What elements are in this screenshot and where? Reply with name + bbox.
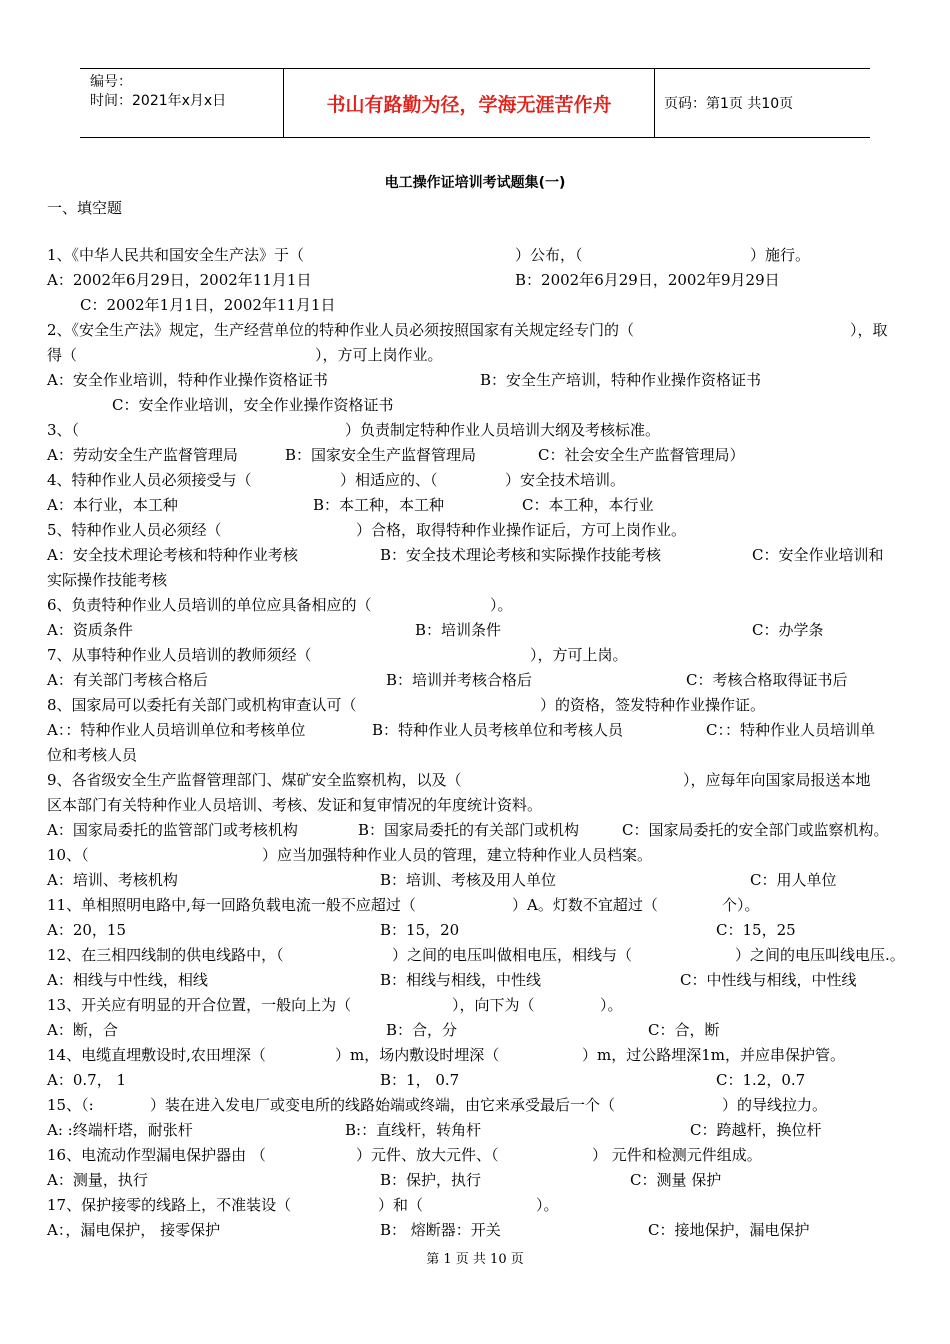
question-16-text: ）元件、放大元件、（ — [356, 1146, 499, 1164]
question-6-text: 6、负责特种作业人员培训的单位应具备相应的（ — [47, 596, 372, 614]
question-2-text: ），取 — [850, 321, 888, 339]
question-4-text: ）安全技术培训。 — [505, 471, 626, 489]
question-9-option-a: A：国家局委托的监管部门或考核机构 — [47, 821, 298, 839]
question-12-text: ）之间的电压叫线电压.。 — [735, 946, 905, 964]
question-4-option-a: A：本行业，本工种 — [47, 496, 178, 514]
question-12-option-a: A：相线与中性线，相线 — [47, 971, 208, 989]
question-10-option-a: A：培训、考核机构 — [47, 871, 178, 889]
question-14-option-a: A：0.7， 1 — [47, 1071, 126, 1089]
section-title: 一、填空题 — [47, 199, 123, 217]
question-1-option-b: B：2002年6月29日，2002年9月29日 — [515, 271, 780, 289]
question-8-option-a: A：：特种作业人员培训单位和考核单位 — [47, 721, 306, 739]
question-17-text: 17、保护接零的线路上，不准装设（ — [47, 1196, 292, 1214]
question-7-option-b: B：培训并考核合格后 — [386, 671, 533, 689]
header-table — [80, 68, 870, 138]
document-title: 电工操作证培训考试题集(一) — [384, 175, 566, 191]
question-6-option-c: C：办学条 — [752, 621, 824, 639]
question-6-text: ）。 — [490, 596, 513, 614]
question-11-text: 11、单相照明电路中,每一回路负载电流一般不应超过（ — [47, 896, 416, 914]
question-12-text: ）之间的电压叫做相电压，相线与（ — [392, 946, 633, 964]
question-14-option-c: C：1.2，0.7 — [716, 1071, 806, 1089]
question-2-text: 2、《安全生产法》规定，生产经营单位的特种作业人员必须按照国家有关规定经专门的（ — [47, 321, 635, 339]
question-3-option-a: A：劳动安全生产监督管理局 — [47, 446, 238, 464]
question-2-text: 得（ — [47, 346, 78, 364]
question-16-text: 16、电流动作型漏电保护器由 （ — [47, 1146, 266, 1164]
question-11-option-c: C：15，25 — [716, 921, 796, 939]
question-2-option-a: A：安全作业培训，特种作业操作资格证书 — [47, 371, 328, 389]
question-13-option-a: A：断，合 — [47, 1021, 118, 1039]
page-footer: 第 1 页 共 10 页 — [426, 1252, 524, 1267]
question-5-option-c: C：安全作业培训和 — [752, 546, 884, 564]
question-14-text: 14、电缆直埋敷设时,农田埋深（ — [47, 1046, 266, 1064]
question-15-text: ）的导线拉力。 — [722, 1096, 828, 1114]
question-13-text: ）。 — [600, 996, 623, 1014]
question-15-option-b: B:：直线杆，转角杆 — [345, 1121, 482, 1139]
question-13-text: 13、开关应有明显的开合位置，一般向上为（ — [47, 996, 352, 1014]
header-info-cell — [80, 69, 280, 137]
question-11-option-b: B：15，20 — [380, 921, 460, 939]
question-1-text: ）公布，（ — [515, 246, 583, 264]
question-1-text: 1、《中华人民共和国安全生产法》于（ — [47, 246, 305, 264]
question-1-option-a: A：2002年6月29日，2002年11月1日 — [47, 271, 312, 289]
question-7-text: 7、从事特种作业人员培训的教师须经（ — [47, 646, 312, 664]
question-5-text: 5、特种作业人员必须经（ — [47, 521, 222, 539]
question-9-text: 9、各省级安全生产监督管理部门、煤矿安全监察机构，以及（ — [47, 771, 462, 789]
document-number: 编号： — [90, 74, 132, 90]
question-9-text: 区本部门有关特种作业人员培训、考核、发证和复审情况的年度统计资料。 — [47, 796, 543, 814]
question-17-text: ）和（ — [378, 1196, 424, 1214]
question-4-option-c: C：本工种，本行业 — [522, 496, 654, 514]
question-5-text: ）合格，取得特种作业操作证后，方可上岗作业。 — [356, 521, 687, 539]
question-5-option-b: B：安全技术理论考核和实际操作技能考核 — [380, 546, 662, 564]
question-11-option-a: A：20，15 — [47, 921, 127, 939]
question-3-option-b: B：国家安全生产监督管理局 — [285, 446, 477, 464]
question-6-option-a: A：资质条件 — [47, 621, 133, 639]
question-14-text: ）m，场内敷设时埋深（ — [335, 1046, 500, 1064]
question-17-option-c: C：接地保护，漏电保护 — [648, 1221, 810, 1239]
question-8-text: ）的资格，签发特种作业操作证。 — [540, 696, 766, 714]
question-8-text: 8、国家局可以委托有关部门或机构审查认可（ — [47, 696, 357, 714]
question-9-text: ），应每年向国家局报送本地 — [683, 771, 871, 789]
question-2-option-c: C：安全作业培训，安全作业操作资格证书 — [112, 396, 394, 414]
question-3-option-c: C：社会安全生产监督管理局） — [538, 446, 745, 464]
question-1-option-c: C：2002年1月1日，2002年11月1日 — [80, 296, 336, 314]
question-4-option-b: B：本工种，本工种 — [313, 496, 445, 514]
question-16-option-a: A：测量，执行 — [47, 1171, 148, 1189]
question-11-text: 个）。 — [722, 896, 760, 914]
question-4-text: ）相适应的、（ — [340, 471, 438, 489]
question-16-option-b: B：保护，执行 — [380, 1171, 482, 1189]
question-14-text: ）m，过公路埋深1m，并应串保护管。 — [582, 1046, 845, 1064]
question-17-option-a: A：，漏电保护， 接零保护 — [47, 1221, 221, 1239]
question-1-text: ）施行。 — [750, 246, 811, 264]
question-10-text: 10、（ — [47, 846, 89, 864]
question-7-text: ），方可上岗。 — [530, 646, 628, 664]
question-8-option-b: B：特种作业人员考核单位和考核人员 — [372, 721, 624, 739]
question-2-text: ），方可上岗作业。 — [315, 346, 443, 364]
question-14-option-b: B：1， 0.7 — [380, 1071, 460, 1089]
question-8-option-c: C：：特种作业人员培训单 — [706, 721, 875, 739]
question-9-option-c: C：国家局委托的安全部门或监察机构。 — [622, 821, 889, 839]
question-7-option-c: C：考核合格取得证书后 — [686, 671, 848, 689]
question-10-option-c: C：用人单位 — [750, 871, 837, 889]
question-7-option-a: A：有关部门考核合格后 — [47, 671, 208, 689]
question-15-text: 15、（: — [47, 1096, 94, 1114]
question-13-option-c: C：合，断 — [648, 1021, 720, 1039]
question-2-option-b: B：安全生产培训，特种作业操作资格证书 — [480, 371, 762, 389]
question-5-option-a: A：安全技术理论考核和特种作业考核 — [47, 546, 298, 564]
question-4-text: 4、特种作业人员必须接受与（ — [47, 471, 252, 489]
question-6-option-b: B：培训条件 — [415, 621, 502, 639]
header-motto: 书山有路勤为径，学海无涯苦作舟 — [283, 69, 655, 137]
question-13-text: ），向下为（ — [452, 996, 535, 1014]
question-15-text: ）装在进入发电厂或变电所的线路始端或终端，由它来承受最后一个（ — [150, 1096, 616, 1114]
question-15-option-c: C：跨越杆，换位杆 — [690, 1121, 822, 1139]
question-16-option-c: C：测量 保护 — [630, 1171, 722, 1189]
question-11-text: ）A。灯数不宜超过（ — [512, 896, 658, 914]
question-15-option-a: A: :终端杆塔，耐张杆 — [47, 1121, 193, 1139]
question-17-option-b: B： 熔断器：开关 — [380, 1221, 501, 1239]
question-9-option-b: B：国家局委托的有关部门或机构 — [358, 821, 580, 839]
question-10-option-b: B：培训、考核及用人单位 — [380, 871, 557, 889]
question-8-option-c: 位和考核人员 — [47, 746, 138, 764]
question-16-text: ） 元件和检测元件组成。 — [592, 1146, 762, 1164]
question-13-option-b: B：合，分 — [386, 1021, 458, 1039]
question-17-text: ）。 — [536, 1196, 559, 1214]
document-date: 时间：2021年x月x日 — [90, 93, 227, 109]
question-3-text: 3、（ — [47, 421, 80, 439]
question-5-option-c: 实际操作技能考核 — [47, 571, 168, 589]
question-12-option-c: C：中性线与相线，中性线 — [680, 971, 857, 989]
question-3-text: ）负责制定特种作业人员培训大纲及考核标准。 — [345, 421, 661, 439]
question-10-text: ）应当加强特种作业人员的管理，建立特种作业人员档案。 — [262, 846, 653, 864]
question-12-text: 12、在三相四线制的供电线路中，（ — [47, 946, 284, 964]
question-12-option-b: B：相线与相线，中性线 — [380, 971, 542, 989]
header-page-number: 页码：第1页 共10页 — [664, 96, 794, 112]
